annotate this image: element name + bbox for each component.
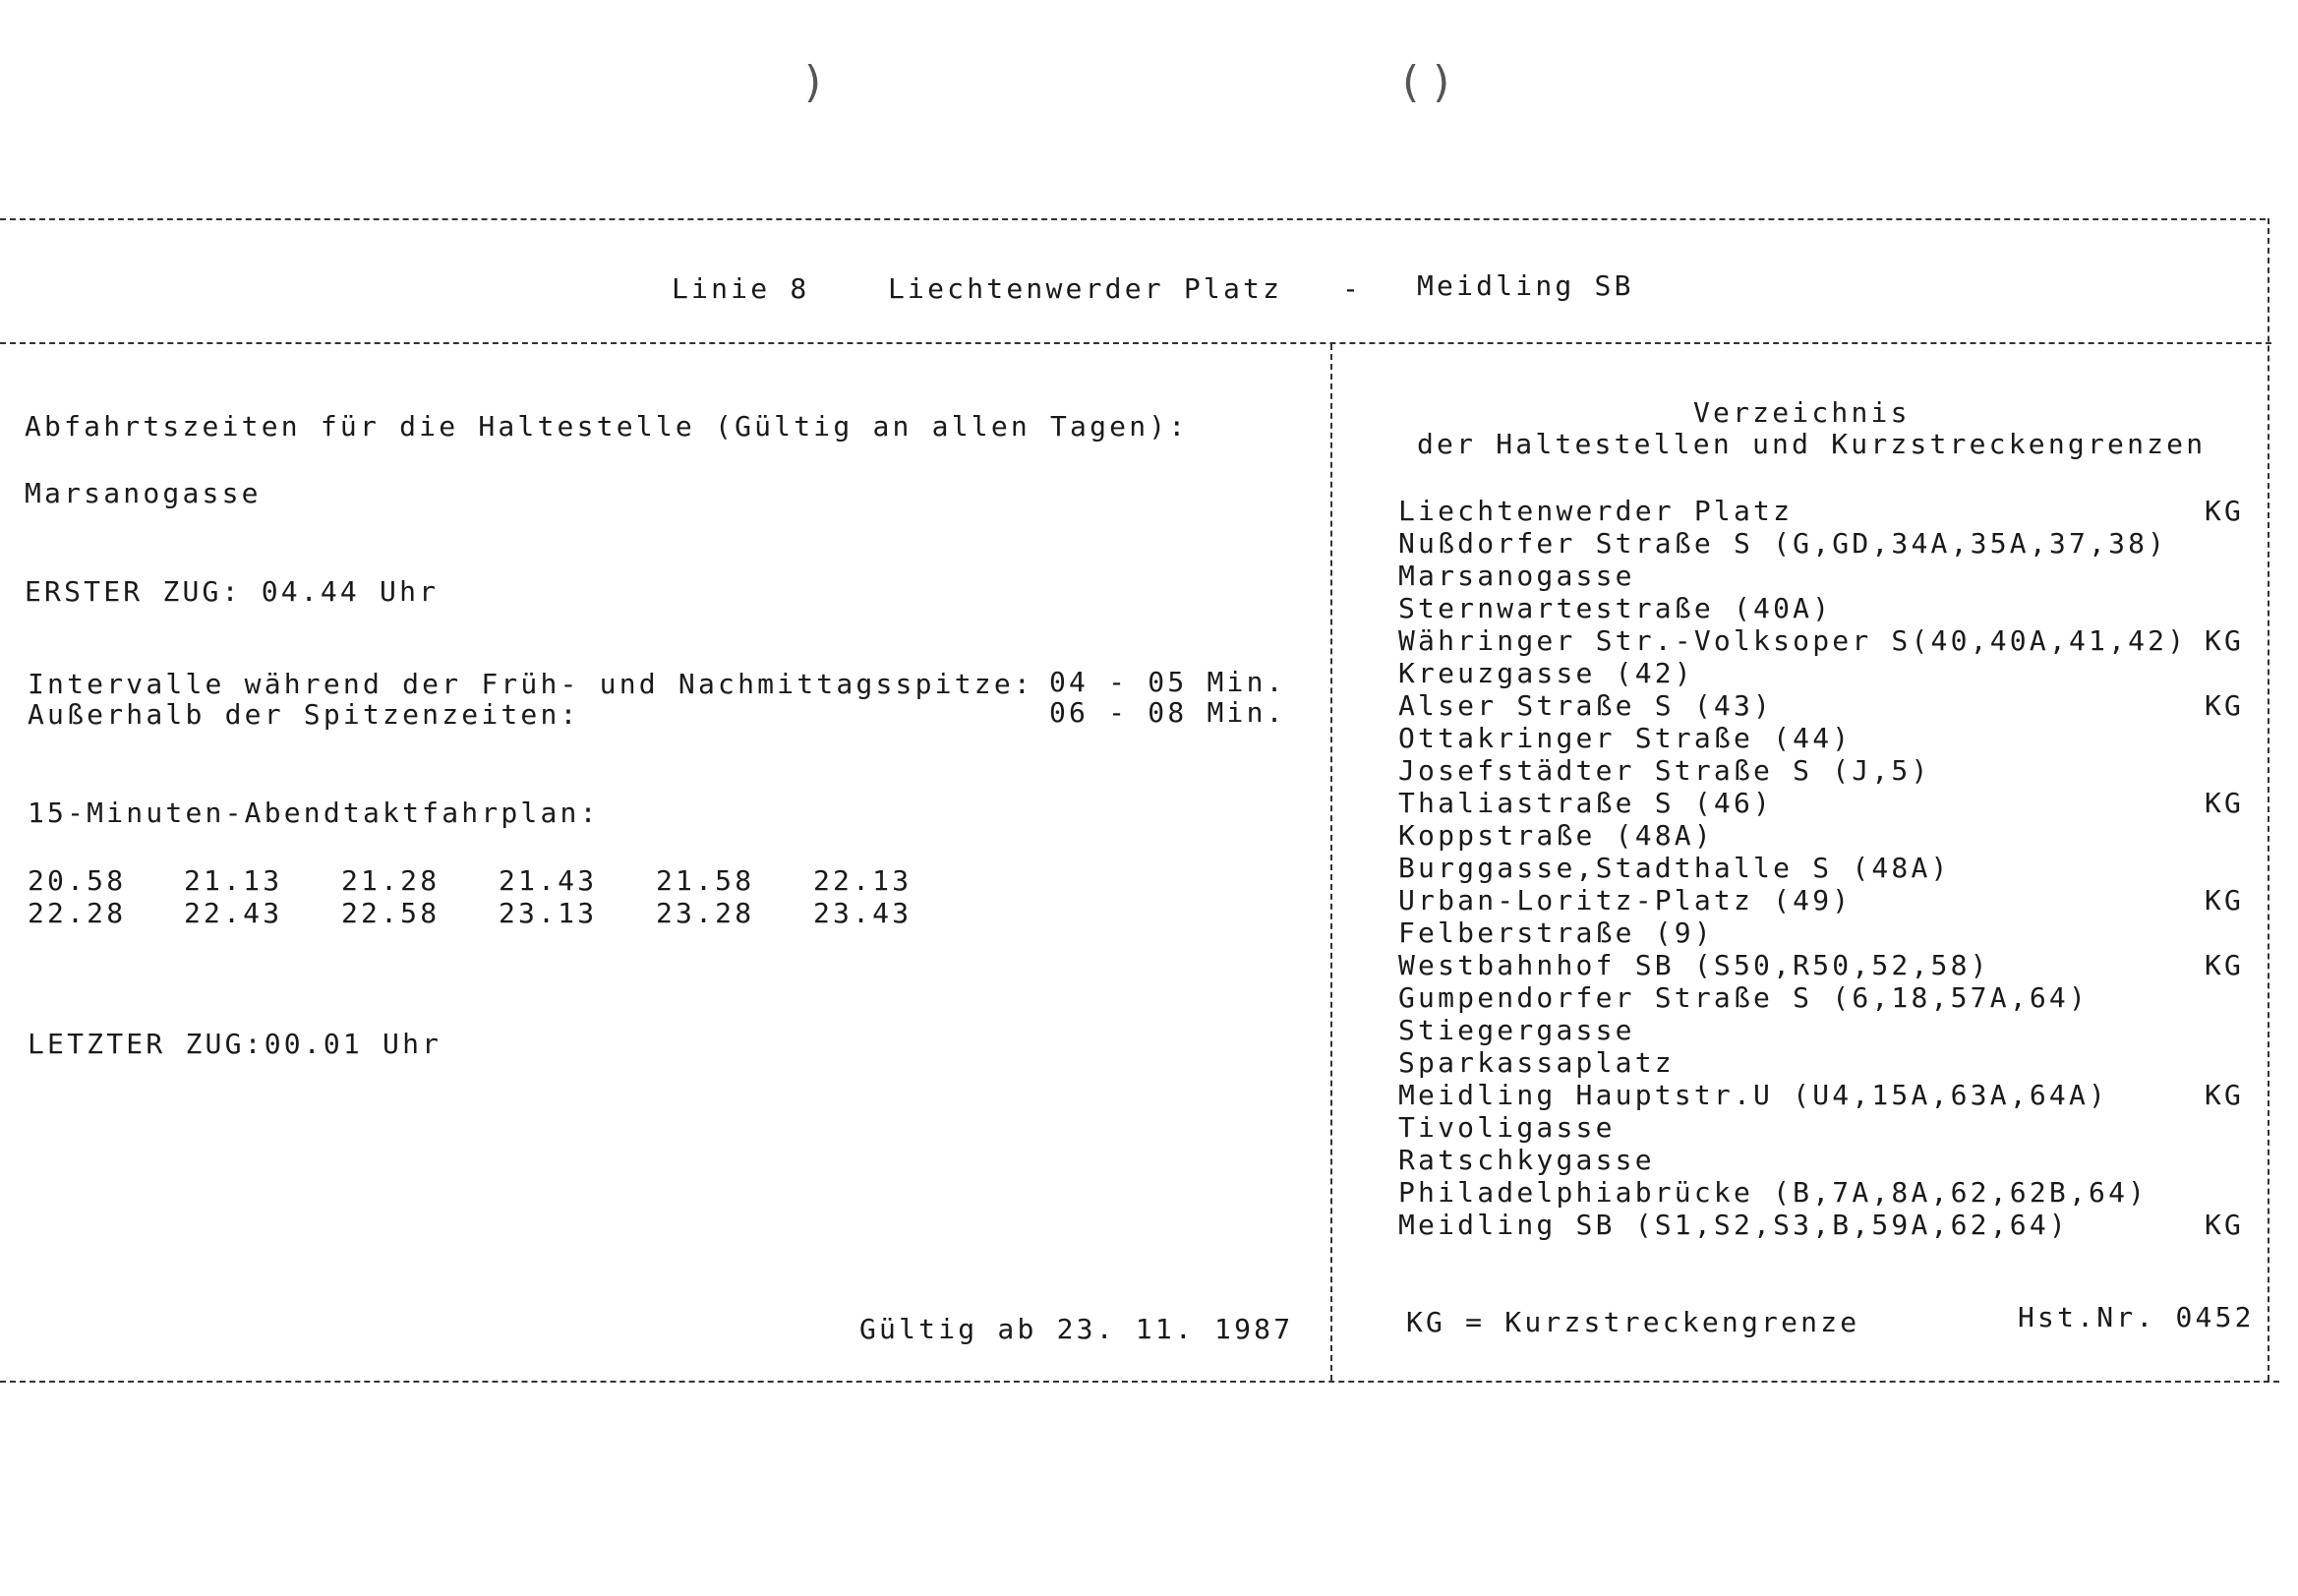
stop-entry-name: Urban-Loritz-Platz (49) bbox=[1398, 884, 1853, 916]
list-item bbox=[1398, 1209, 2264, 1244]
stop-entry-name: Meidling SB (S1,S2,S3,B,59A,62,64) bbox=[1398, 1209, 2069, 1241]
frame-bottom-line bbox=[0, 1381, 2279, 1383]
list-item bbox=[1398, 1111, 2264, 1147]
stop-entry-name: Alser Straße S (43) bbox=[1398, 689, 1774, 722]
stop-entry-name: Koppstraße (48A) bbox=[1398, 819, 1714, 852]
list-item bbox=[1398, 527, 2264, 562]
stop-entry-name: Liechtenwerder Platz bbox=[1398, 495, 1794, 527]
route-separator: - bbox=[1342, 272, 1363, 305]
stop-entry-name: Philadelphiabrücke (B,7A,8A,62,62B,64) bbox=[1398, 1176, 2149, 1209]
list-item bbox=[1398, 1046, 2264, 1082]
route-origin: Liechtenwerder Platz bbox=[888, 272, 1283, 305]
list-item bbox=[1398, 1014, 2264, 1049]
stop-entry-name: Ottakringer Straße (44) bbox=[1398, 722, 1853, 754]
header-divider-line bbox=[0, 342, 2271, 344]
departure-time: 22.43 bbox=[184, 897, 283, 929]
list-item bbox=[1398, 787, 2264, 822]
kg-marker: KG bbox=[2205, 1079, 2245, 1111]
stop-entry-name: Währinger Str.-Volksoper S(40,40A,41,42) bbox=[1398, 624, 2188, 657]
departure-time: 23.43 bbox=[813, 897, 913, 929]
stop-entry-name: Sternwartestraße (40A) bbox=[1398, 592, 1833, 624]
stop-entry-name: Nußdorfer Straße S (G,GD,34A,35A,37,38) bbox=[1398, 527, 2168, 560]
kg-legend: KG = Kurzstreckengrenze bbox=[1406, 1306, 1860, 1338]
list-item bbox=[1398, 1079, 2264, 1114]
kg-marker: KG bbox=[2205, 884, 2245, 916]
kg-marker: KG bbox=[2205, 689, 2245, 722]
list-item bbox=[1398, 981, 2264, 1017]
directory-title: Verzeichnis bbox=[1693, 396, 1911, 429]
stop-entry-name: Westbahnhof SB (S50,R50,52,58) bbox=[1398, 949, 1990, 981]
departure-time: 23.28 bbox=[656, 897, 755, 929]
stop-entry-name: Meidling Hauptstr.U (U4,15A,63A,64A) bbox=[1398, 1079, 2109, 1111]
kg-marker: KG bbox=[2205, 495, 2245, 527]
first-train: ERSTER ZUG: 04.44 Uhr bbox=[25, 575, 440, 608]
kg-marker: KG bbox=[2205, 624, 2245, 657]
stop-list bbox=[1398, 495, 2264, 1255]
frame-right-line bbox=[2268, 218, 2269, 1381]
list-item bbox=[1398, 657, 2264, 692]
departure-heading: Abfahrtszeiten für die Haltestelle (Gültig an allen Tagen): bbox=[25, 410, 1189, 443]
list-item bbox=[1398, 884, 2264, 919]
peak-interval-value: 04 - 05 Min. bbox=[1049, 666, 1286, 698]
evening-timetable-heading: 15-Minuten-Abendtaktfahrplan: bbox=[28, 797, 600, 829]
stop-entry-name: Kreuzgasse (42) bbox=[1398, 657, 1694, 689]
list-item bbox=[1398, 592, 2264, 627]
list-item bbox=[1398, 1176, 2264, 1212]
stop-name: Marsanogasse bbox=[25, 477, 262, 509]
departure-time: 22.13 bbox=[813, 864, 913, 897]
kg-marker: KG bbox=[2205, 1209, 2245, 1241]
stop-entry-name: Ratschkygasse bbox=[1398, 1144, 1655, 1176]
list-item bbox=[1398, 562, 2264, 595]
departure-time: 21.28 bbox=[341, 864, 441, 897]
stop-entry-name: Tivoligasse bbox=[1398, 1111, 1616, 1144]
line-number: Linie 8 bbox=[672, 272, 810, 305]
stop-entry-name: Josefstädter Straße S (J,5) bbox=[1398, 754, 1931, 787]
stop-entry-name: Marsanogasse bbox=[1398, 560, 1635, 592]
stop-number: Hst.Nr. 0452 bbox=[2018, 1301, 2255, 1333]
departure-time: 22.28 bbox=[28, 897, 127, 929]
peak-interval-label: Intervalle während der Früh- und Nachmittagsspitze: bbox=[28, 668, 1033, 700]
punch-mark-right: ( ) bbox=[1402, 57, 1450, 107]
list-item bbox=[1398, 689, 2264, 725]
list-item bbox=[1398, 819, 2264, 855]
departure-time: 23.13 bbox=[499, 897, 598, 929]
column-divider-line bbox=[1330, 344, 1332, 1381]
list-item bbox=[1398, 495, 2264, 530]
list-item bbox=[1398, 916, 2264, 952]
directory-subtitle: der Haltestellen und Kurzstreckengrenzen bbox=[1417, 428, 2207, 460]
kg-marker: KG bbox=[2205, 949, 2245, 981]
stop-entry-name: Stiegergasse bbox=[1398, 1014, 1635, 1046]
departure-time: 20.58 bbox=[28, 864, 127, 897]
departure-time: 21.43 bbox=[499, 864, 598, 897]
offpeak-interval-value: 06 - 08 Min. bbox=[1049, 696, 1286, 729]
list-item bbox=[1398, 1144, 2264, 1179]
list-item bbox=[1398, 949, 2264, 984]
stop-entry-name: Thaliastraße S (46) bbox=[1398, 787, 1774, 819]
kg-marker: KG bbox=[2205, 787, 2245, 819]
stop-entry-name: Burggasse,Stadthalle S (48A) bbox=[1398, 852, 1951, 884]
list-item bbox=[1398, 722, 2264, 757]
stop-entry-name: Sparkassaplatz bbox=[1398, 1046, 1675, 1079]
list-item bbox=[1398, 624, 2264, 660]
stop-entry-name: Felberstraße (9) bbox=[1398, 916, 1714, 949]
departure-time: 22.58 bbox=[341, 897, 441, 929]
frame-top-line bbox=[0, 218, 2266, 220]
valid-from-date: Gültig ab 23. 11. 1987 bbox=[859, 1313, 1294, 1345]
departure-time: 21.58 bbox=[656, 864, 755, 897]
stop-entry-name: Gumpendorfer Straße S (6,18,57A,64) bbox=[1398, 981, 2090, 1014]
list-item bbox=[1398, 754, 2264, 790]
route-destination: Meidling SB bbox=[1417, 269, 1634, 302]
departure-time: 21.13 bbox=[184, 864, 283, 897]
offpeak-interval-label: Außerhalb der Spitzenzeiten: bbox=[28, 698, 580, 731]
last-train: LETZTER ZUG:00.01 Uhr bbox=[28, 1028, 442, 1060]
punch-mark-left: ) bbox=[804, 57, 822, 107]
list-item bbox=[1398, 852, 2264, 887]
